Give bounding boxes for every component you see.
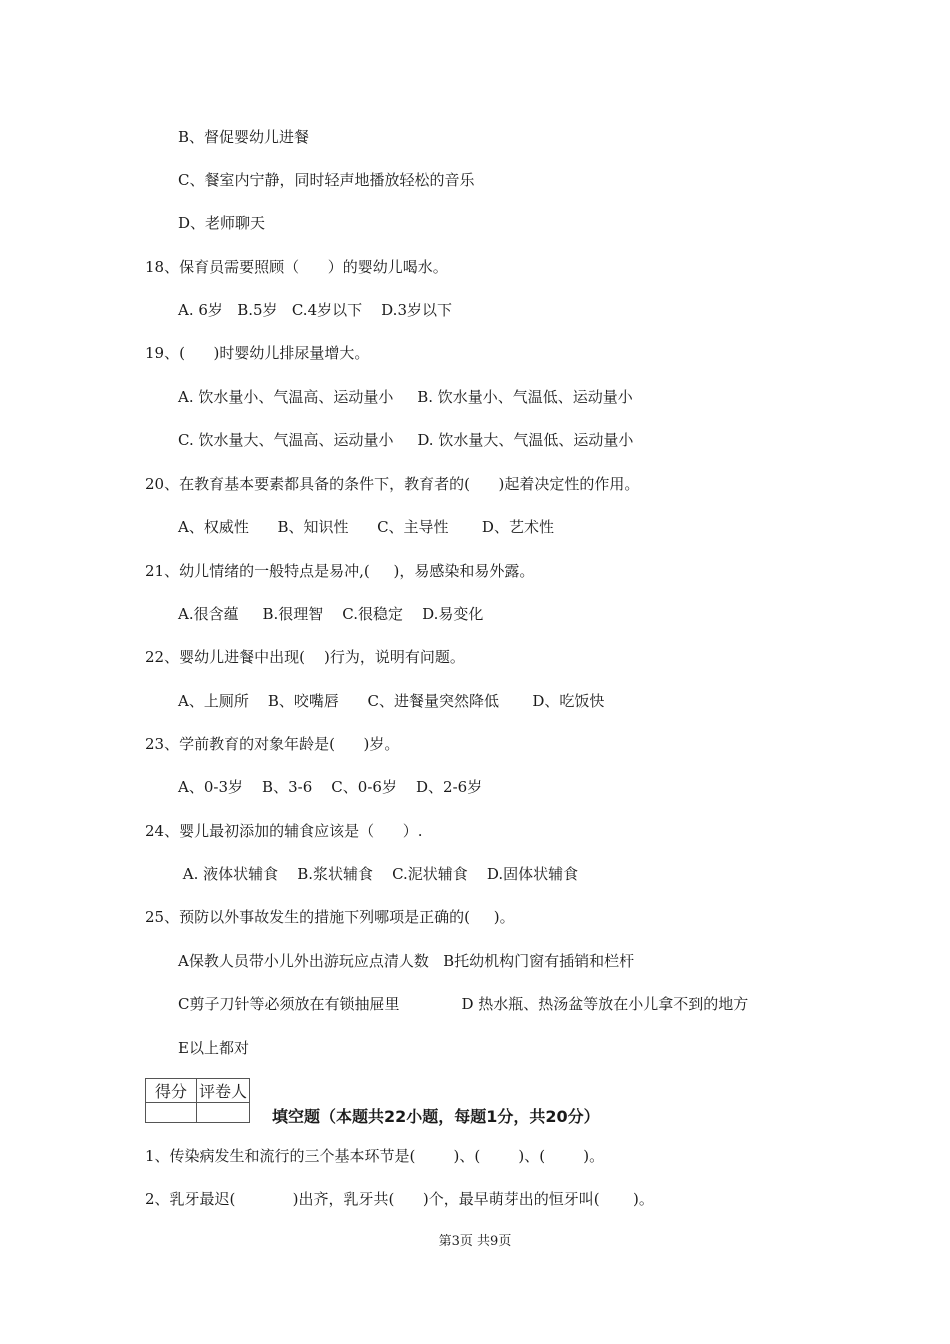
option-17-c: C、餐室内宁静，同时轻声地播放轻松的音乐 — [178, 171, 475, 189]
question-23: 23、学前教育的对象年龄是( )岁。 — [145, 735, 400, 753]
option-17-d: D、老师聊天 — [178, 214, 266, 232]
question-20: 20、在教育基本要素都具备的条件下，教育者的( )起着决定性的作用。 — [145, 475, 640, 493]
options-25-row3: E以上都对 — [178, 1039, 249, 1057]
options-24: A. 液体状辅食 B.浆状辅食 C.泥状辅食 D.固体状辅食 — [178, 865, 579, 883]
question-25: 25、预防以外事故发生的措施下列哪项是正确的( )。 — [145, 908, 515, 926]
fill-blank-2: 2、乳牙最迟( )出齐，乳牙共( )个，最早萌芽出的恒牙叫( )。 — [145, 1190, 654, 1208]
options-21: A.很含蕴 B.很理智 C.很稳定 D.易变化 — [178, 605, 484, 623]
score-box — [145, 1078, 250, 1123]
section-title: 填空题（本题共22小题，每题1分，共20分） — [272, 1107, 600, 1126]
options-18: A. 6岁 B.5岁 C.4岁以下 D.3岁以下 — [178, 301, 452, 319]
options-19-row2: C. 饮水量大、气温高、运动量小 D. 饮水量大、气温低、运动量小 — [178, 431, 634, 449]
page-footer: 第3页 共9页 — [438, 1234, 512, 1249]
options-19-row1: A. 饮水量小、气温高、运动量小 B. 饮水量小、气温低、运动量小 — [178, 388, 633, 406]
options-23: A、0-3岁 B、3-6 C、0-6岁 D、2-6岁 — [178, 778, 483, 796]
options-25-row1: A保教人员带小儿外出游玩应点清人数 B托幼机构门窗有插销和栏杆 — [178, 952, 635, 970]
question-21: 21、幼儿情绪的一般特点是易冲,( )，易感染和易外露。 — [145, 562, 535, 580]
grader-cell[interactable] — [197, 1103, 250, 1123]
grader-label: 评卷人 — [197, 1079, 250, 1103]
options-20: A、权威性 B、知识性 C、主导性 D、艺术性 — [178, 518, 554, 536]
options-25-row2: C剪子刀针等必须放在有锁抽屉里 D 热水瓶、热汤盆等放在小儿拿不到的地方 — [178, 995, 749, 1013]
score-cell[interactable] — [146, 1103, 197, 1123]
option-17-b: B、督促婴幼儿进餐 — [178, 128, 310, 146]
question-18: 18、保育员需要照顾（ ）的婴幼儿喝水。 — [145, 258, 448, 276]
question-22: 22、婴幼儿进餐中出现( )行为，说明有问题。 — [145, 648, 465, 666]
options-22: A、上厕所 B、咬嘴唇 C、进餐量突然降低 D、吃饭快 — [178, 692, 605, 710]
question-19: 19、( )时婴幼儿排尿量增大。 — [145, 344, 370, 362]
score-label: 得分 — [146, 1079, 197, 1103]
question-24: 24、婴儿最初添加的辅食应该是（ ）. — [145, 822, 423, 840]
fill-blank-1: 1、传染病发生和流行的三个基本环节是( )、( )、( )。 — [145, 1147, 605, 1165]
